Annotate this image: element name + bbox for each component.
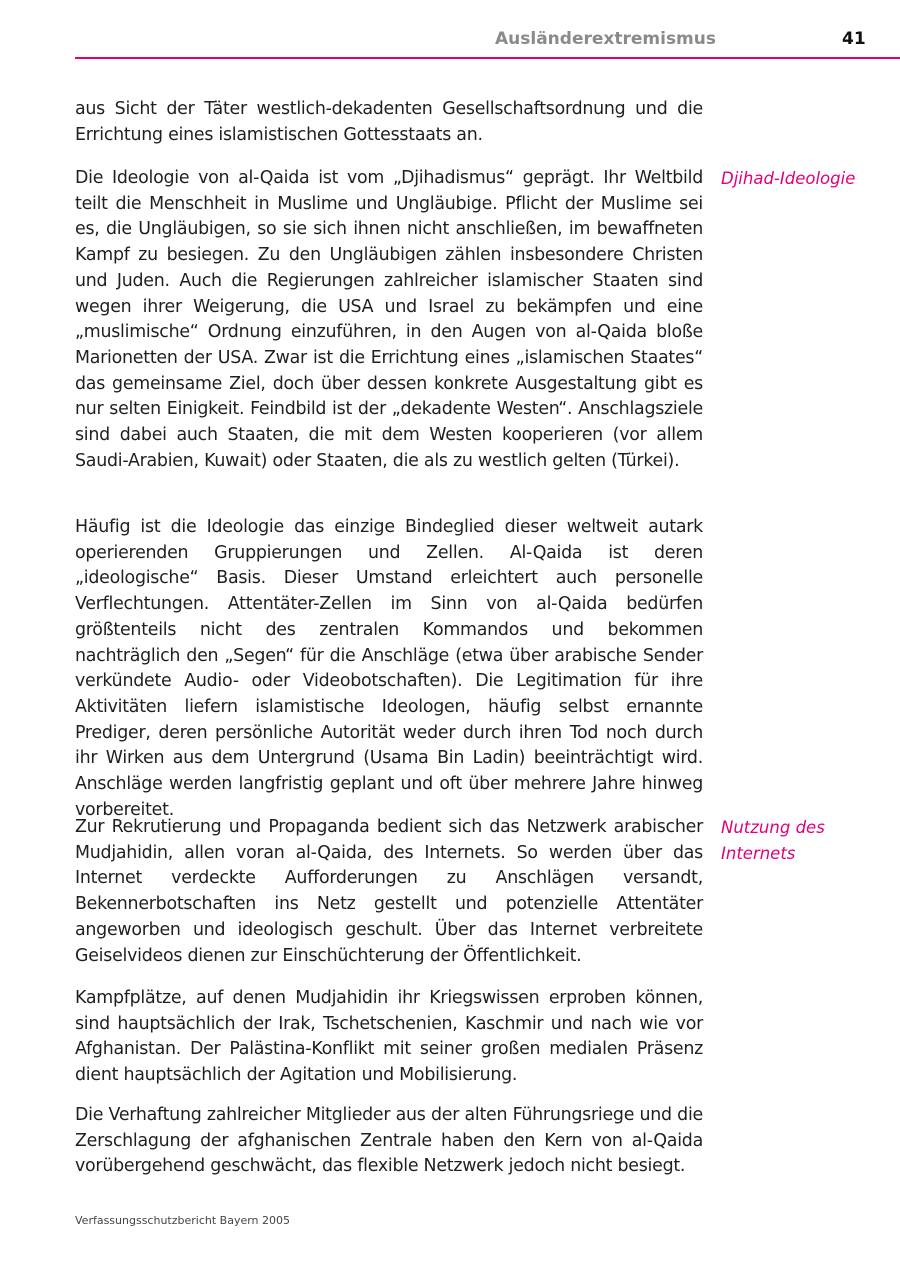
header-rule <box>75 57 900 59</box>
paragraph-6-container <box>75 1103 703 1180</box>
paragraph-1-container <box>75 97 703 148</box>
margin-note-djihad-ideologie: Djihad-Ideologie <box>721 169 856 188</box>
paragraph: Häufig ist die Ideologie das einzige Bindeglied dieser weltweit autark operierenden Gruppierungen und Zellen. Al-Qaida ist deren „ideologische“ Basis. Dieser Umstand erleichtert auch personelle Verflechtungen. Attentäter-Zellen im Sinn von al-Qaida bedürfen größtenteils nicht des zentralen Kommandos und bekommen nachträglich den „Segen“ für die Anschläge (etwa über arabische Sender verkündete Audio- oder Videobotschaften). Die Legitimation für ihre Aktivitäten liefern islamistische Ideologen, häufig selbst ernannte Prediger, deren persönliche Autorität weder durch ihren Tod noch durch ihr Wirken aus dem Untergrund (Usama Bin Ladin) beeinträchtigt wird. Anschläge werden langfristig geplant und oft über mehrere Jahre hinweg vorbereitet. <box>75 517 703 820</box>
paragraph: Die Verhaftung zahlreicher Mitglieder aus der alten Führungsriege und die Zerschlagung der afghanischen Zentrale haben den Kern von al-Qaida vorübergehend geschwächt, das flexible Netzwerk jedoch nicht besiegt. <box>75 1105 703 1177</box>
paragraph-5-container <box>75 986 703 1089</box>
paragraph-4-container <box>75 815 703 969</box>
page-footer: Verfassungsschutzbericht Bayern 2005 <box>75 1214 291 1227</box>
paragraph: Kampfplätze, auf denen Mudjahidin ihr Kriegswissen erproben können, sind hauptsächlich der Irak, Tschetschenien, Kaschmir und nach wie vor Afghanistan. Der Palästina-Konflikt mit seiner großen medialen Präsenz dient hauptsächlich der Agitation und Mobilisierung. <box>75 988 703 1086</box>
paragraph: Zur Rekrutierung und Propaganda bedient sich das Netzwerk arabischer Mudjahidin, allen voran al-Qaida, des Internets. So werden über das Internet verdeckte Aufforderungen zu Anschlägen versandt, Bekennerbotschaften ins Netz gestellt und potenzielle Attentäter angeworben und ideologisch geschult. Über das Internet verbreitete Geiselvideos dienen zur Einschüchterung der Öffentlichkeit. <box>75 817 703 966</box>
paragraph: aus Sicht der Täter westlich-dekadenten Gesellschaftsordnung und die Errichtung eines islamistischen Gottesstaats an. <box>75 99 703 145</box>
page-number: 41 <box>842 29 866 49</box>
running-header-title: Ausländerextremismus <box>495 29 716 49</box>
paragraph-2-container <box>75 166 703 474</box>
margin-note-nutzung-des-internets: Nutzung des Internets <box>721 818 825 863</box>
paragraph-3-container <box>75 515 703 823</box>
paragraph: Die Ideologie von al-Qaida ist vom „Djihadismus“ geprägt. Ihr Weltbild teilt die Menschheit in Muslime und Ungläubige. Pflicht der Muslime sei es, die Ungläubigen, so sie sich ihnen nicht anschließen, im bewaffneten Kampf zu besiegen. Zu den Ungläubigen zählen insbesondere Christen und Juden. Auch die Regierungen zahlreicher islamischer Staaten sind wegen ihrer Weigerung, die USA und Israel zu bekämpfen und eine „muslimische“ Ordnung einzuführen, in den Augen von al-Qaida bloße Marionetten der USA. Zwar ist die Errichtung eines „islamischen Staates“ das gemeinsame Ziel, doch über dessen konkrete Ausgestaltung gibt es nur selten Einigkeit. Feindbild ist der „dekadente Westen“. Anschlagsziele sind dabei auch Staaten, die mit dem Westen kooperieren (vor allem Saudi-Arabien, Kuwait) oder Staaten, die als zu westlich gelten (Türkei). <box>75 168 703 471</box>
